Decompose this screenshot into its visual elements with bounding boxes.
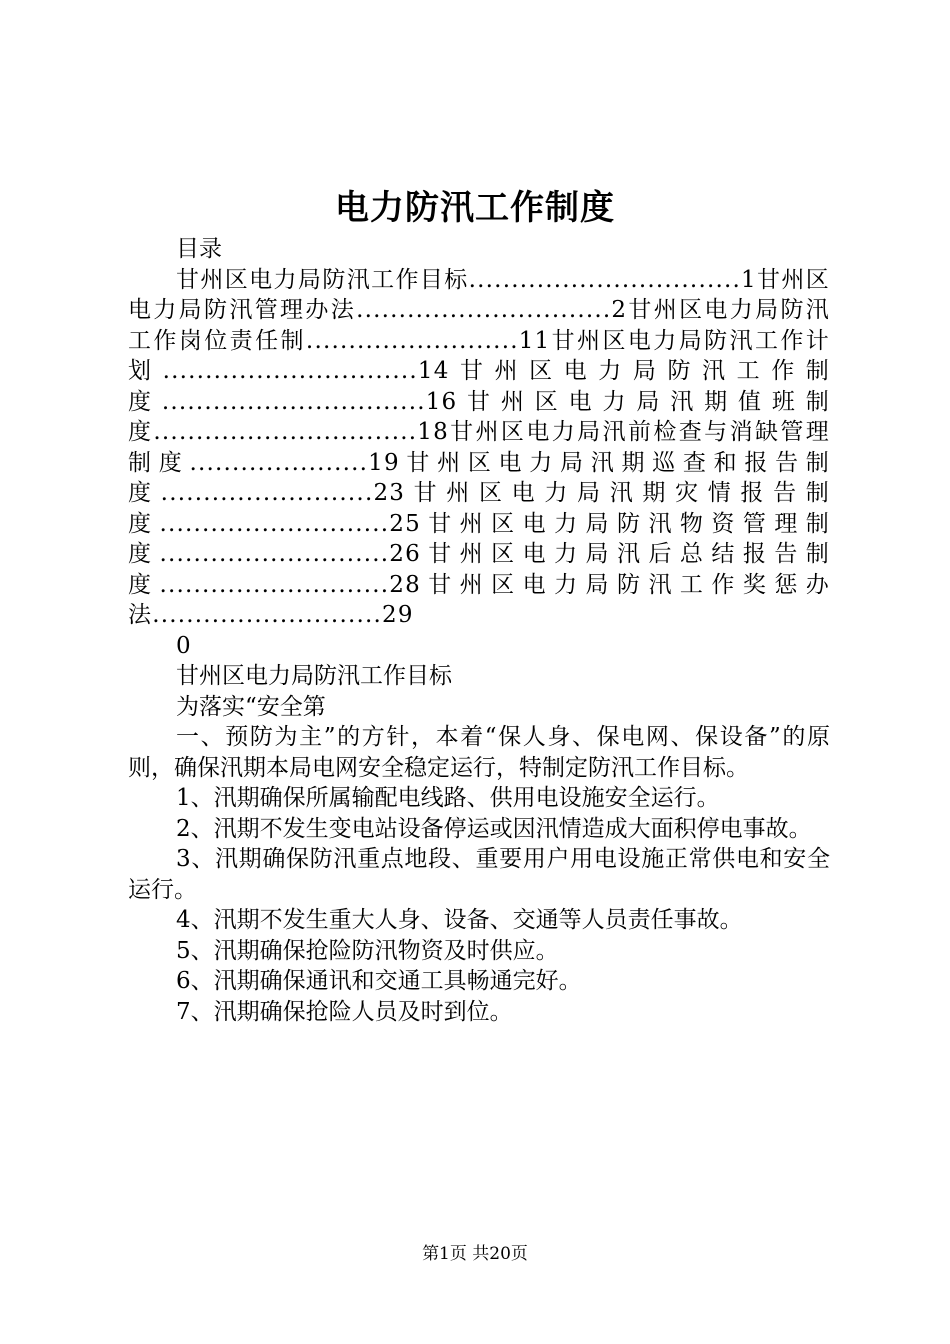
- list-item: 5、汛期确保抢险防汛物资及时供应。: [176, 937, 559, 964]
- list-item: 7、汛期确保抢险人员及时到位。: [176, 998, 513, 1025]
- document-title: 电力防汛工作制度: [335, 188, 615, 228]
- zero-line: 0: [176, 632, 191, 659]
- list-item: 6、汛期确保通讯和交通工具畅通完好。: [176, 968, 582, 994]
- list-item: 1、汛期确保所属输配电线路、供用电设施安全运行。: [176, 785, 720, 811]
- page-footer: 第1页 共20页: [422, 1244, 528, 1264]
- intro-paragraph: 一、预防为主”的方针，本着“保人身、保电网、保设备”的原则，确保汛期本局电网安全稳定运行，特制定防汛工作目标。: [128, 724, 830, 781]
- intro-line: 为落实“安全第: [176, 693, 326, 720]
- list-item: 3、汛期确保防汛重点地段、重要用户用电设施正常供电和安全运行。: [128, 846, 830, 903]
- toc-heading: 目录: [176, 236, 222, 262]
- table-of-contents: 甘州区电力局防汛工作目标................................1甘州区电力局防汛管理办法..............................2甘州区电力局防汛工作岗位责任制.........................11甘州区电力局防汛工作计划..............................14甘州区电力局防汛工作制度...............................16甘州区电力局汛期值班制度...............................18甘州区电力局汛前检查与消缺管理制度.....................19甘州区电力局汛期巡查和报告制度.........................23甘州区电力局汛期灾情报告制度...........................25甘州区电力局防汛物资管理制度...........................26甘州区电力局汛后总结报告制度...........................28甘州区电力局防汛工作奖惩办法...........................29: [128, 266, 830, 628]
- list-item: 2、汛期不发生变电站设备停运或因汛情造成大面积停电事故。: [176, 815, 812, 842]
- document-body: [128, 234, 830, 1027]
- list-item: 4、汛期不发生重大人身、设备、交通等人员责任事故。: [176, 907, 743, 933]
- section-heading: 甘州区电力局防汛工作目标: [176, 663, 452, 689]
